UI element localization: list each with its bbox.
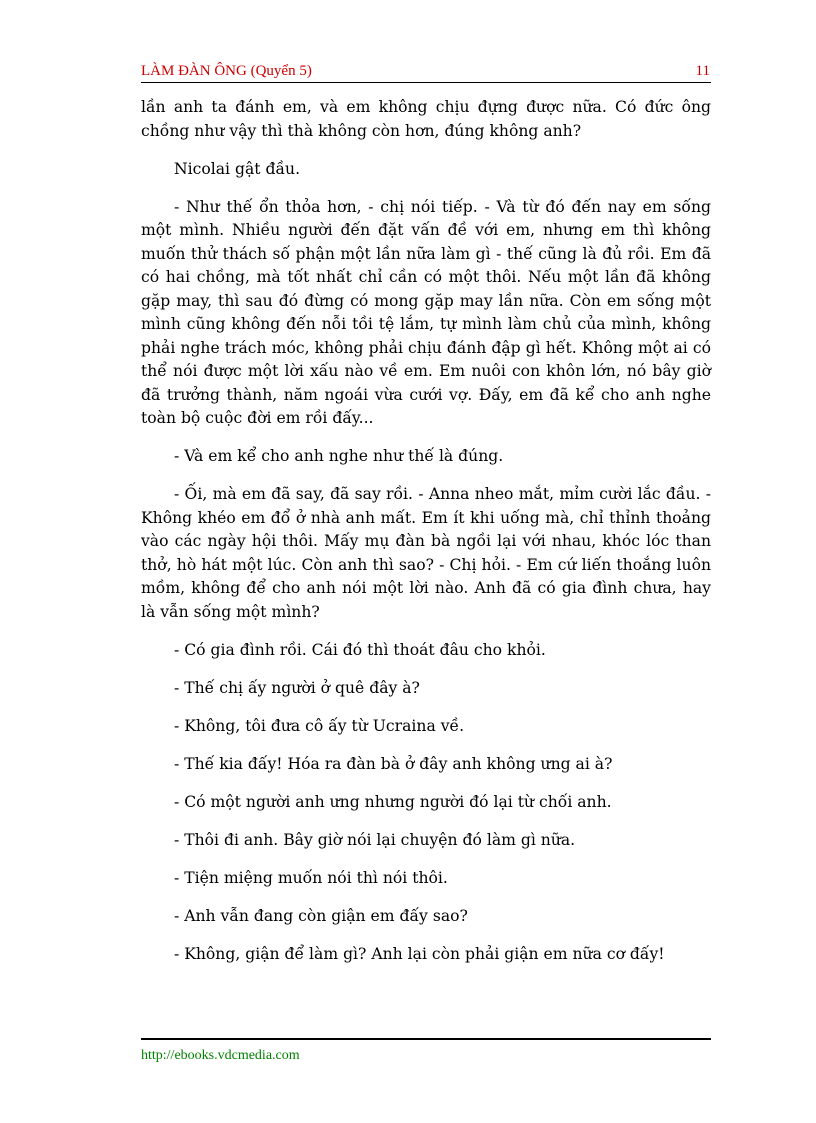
paragraph: - Thế chị ấy người ở quê đây à? — [174, 678, 420, 697]
page-body — [141, 96, 711, 981]
paragraph: - Tiện miệng muốn nói thì nói thôi. — [174, 868, 448, 887]
page-number: 11 — [695, 63, 710, 79]
paragraph: - Không, giận để làm gì? Anh lại còn phải giận em nữa cơ đấy! — [174, 944, 665, 963]
paragraph: - Thế kia đấy! Hóa ra đàn bà ở đây anh không ưng ai à? — [174, 754, 613, 773]
page-header — [141, 63, 711, 81]
paragraph: - Thôi đi anh. Bây giờ nói lại chuyện đó làm gì nữa. — [174, 830, 576, 849]
paragraph: lần anh ta đánh em, và em không chịu đựng được nữa. Có đức ông chồng như vậy thì thà không còn hơn, đúng không anh? — [141, 98, 711, 140]
paragraph: - Có một người anh ưng nhưng người đó lại từ chối anh. — [174, 792, 612, 811]
footer-link[interactable]: http://ebooks.vdcmedia.com — [141, 1048, 300, 1063]
paragraph: - Và em kể cho anh nghe như thế là đúng. — [174, 447, 504, 465]
header-divider — [141, 82, 711, 83]
book-title: LÀM ĐÀN ÔNG (Quyển 5) — [141, 63, 312, 79]
paragraph: - Ối, mà em đã say, đã say rồi. - Anna nheo mắt, mỉm cười lắc đầu. - Không khéo em đổ ở nhà anh mất. Em ít khi uống mà, chỉ thỉnh thoảng vào các ngày hội thôi. Mấy mụ đàn bà ngồi lại với nhau, khóc lóc than thở, hò hát một lúc. Còn anh thì sao? - Chị hỏi. - Em cứ liến thoắng luôn mồm, không để cho anh nói một lời nào. Anh đã có gia đình chưa, hay là vẫn sống một mình? — [141, 485, 711, 621]
paragraph: Nicolai gật đầu. — [174, 159, 301, 178]
footer-divider — [141, 1038, 711, 1040]
paragraph: - Như thế ổn thỏa hơn, - chị nói tiếp. - Và từ đó đến nay em sống một mình. Nhiều người đến đặt vấn đề với em, nhưng em thì không muốn thử thách số phận một lần nữa làm gì - thế cũng là đủ rồi. Em đã có hai chồng, mà tốt nhất chỉ cần có một thôi. Nếu một lần đã không gặp may, thì sau đó đừng có mong gặp may lần nữa. Còn em sống một mình cũng không đến nỗi tồi tệ lắm, tự mình làm chủ của mình, không phải nghe trách móc, không phải chịu đánh đập gì hết. Không một ai có thể nói được một lời xấu nào về em. Em nuôi con khôn lớn, nó bây giờ đã trưởng thành, năm ngoái vừa cưới vợ. Đấy, em đã kể cho anh nghe toàn bộ cuộc đời em rồi đấy... — [141, 197, 711, 427]
paragraph: - Anh vẫn đang còn giận em đấy sao? — [174, 906, 468, 925]
paragraph: - Có gia đình rồi. Cái đó thì thoát đâu cho khỏi. — [174, 640, 546, 659]
paragraph: - Không, tôi đưa cô ấy từ Ucraina về. — [174, 716, 465, 735]
